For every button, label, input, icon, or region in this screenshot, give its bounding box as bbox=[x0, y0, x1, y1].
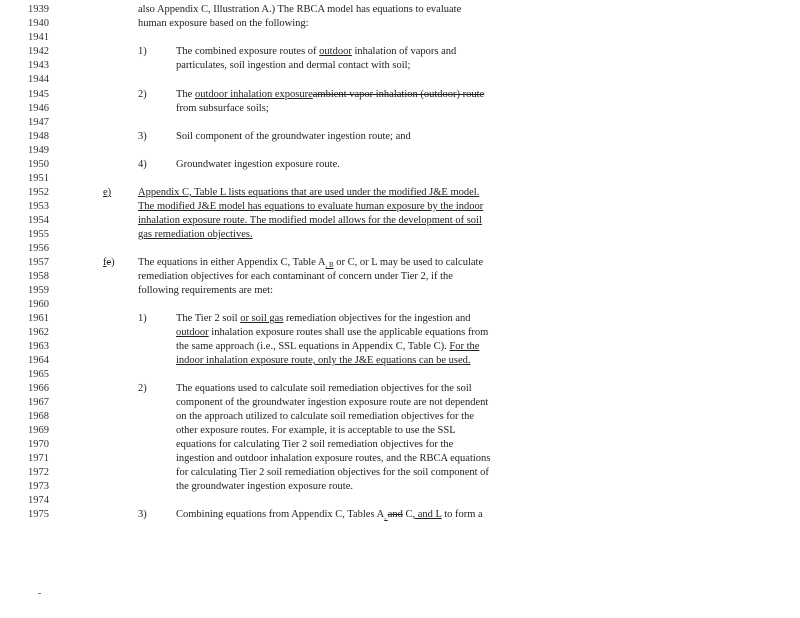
list-item-text: on the approach utilized to calculate soil remediation objectives for the bbox=[176, 411, 474, 422]
line-number: 1963 bbox=[28, 341, 49, 352]
line-number: 1944 bbox=[28, 74, 49, 85]
line-number: 1972 bbox=[28, 467, 49, 478]
line-number: 1951 bbox=[28, 173, 49, 184]
paragraph-line: Appendix C, Table L lists equations that are used under the modified J&E model. bbox=[138, 187, 480, 198]
list-item-text: the groundwater ingestion exposure route. bbox=[176, 481, 353, 492]
paragraph-line: remediation objectives for each contaminant of concern under Tier 2, if the bbox=[138, 271, 453, 282]
list-item-text: Combining equations from Appendix C, Tables $A_,$ and C, and L to form a bbox=[176, 509, 483, 521]
list-item-text: Soil component of the groundwater ingestion route; and bbox=[176, 131, 411, 142]
list-item-number: 3) bbox=[138, 131, 147, 142]
paragraph-line: following requirements are met: bbox=[138, 285, 273, 296]
list-item-number: 4) bbox=[138, 159, 147, 170]
list-item-text: equations for calculating Tier 2 soil remediation objectives for the bbox=[176, 439, 454, 450]
list-item-text: The Tier 2 soil or soil gas remediation objectives for the ingestion and bbox=[176, 313, 471, 324]
line-number: 1940 bbox=[28, 18, 49, 29]
list-item-text: the same approach (i.e., SSL equations in Appendix C, Table C). For the bbox=[176, 341, 480, 352]
list-item-text: component of the groundwater ingestion exposure route are not dependent bbox=[176, 397, 489, 408]
paragraph-line: The equations in either Appendix C, Table $A_{, B}$ or C, or L may be used to calculate bbox=[138, 257, 484, 269]
list-item-text: for calculating Tier 2 soil remediation objectives for the soil component of bbox=[176, 467, 489, 478]
list-item-text: indoor inhalation exposure route, only the J&E equations can be used. bbox=[176, 355, 471, 366]
line-number: 1945 bbox=[28, 89, 49, 100]
intro-line: also Appendix C, Illustration A.) The RBCA model has equations to evaluate bbox=[138, 4, 462, 15]
paragraph-label: fe) bbox=[103, 257, 115, 268]
line-number: 1971 bbox=[28, 453, 49, 464]
line-number: 1953 bbox=[28, 201, 49, 212]
paragraph-line: inhalation exposure route. The modified model allows for the development of soil bbox=[138, 215, 482, 226]
line-number: 1949 bbox=[28, 145, 49, 156]
line-number: 1950 bbox=[28, 159, 49, 170]
list-item-text: from subsurface soils; bbox=[176, 103, 269, 114]
line-number: 1955 bbox=[28, 229, 49, 240]
line-number: 1973 bbox=[28, 481, 49, 492]
list-item-number: 2) bbox=[138, 383, 147, 394]
list-item-number: 1) bbox=[138, 46, 147, 57]
line-number: 1957 bbox=[28, 257, 49, 268]
line-number: 1960 bbox=[28, 299, 49, 310]
list-item-number: 2) bbox=[138, 89, 147, 100]
line-number: 1942 bbox=[28, 46, 49, 57]
intro-line: human exposure based on the following: bbox=[138, 18, 309, 29]
list-item-text: outdoor inhalation exposure routes shall use the applicable equations from bbox=[176, 327, 489, 338]
list-item-text: The combined exposure routes of outdoor inhalation of vapors and bbox=[176, 46, 457, 57]
list-item-number: 1) bbox=[138, 313, 147, 324]
line-number: 1956 bbox=[28, 243, 49, 254]
line-number: 1967 bbox=[28, 397, 49, 408]
line-number: 1964 bbox=[28, 355, 49, 366]
paragraph-line: gas remediation objectives. bbox=[138, 229, 253, 240]
list-item-text: ingestion and outdoor inhalation exposure routes, and the RBCA equations bbox=[176, 453, 491, 464]
line-number: 1939 bbox=[28, 4, 49, 15]
line-number: 1975 bbox=[28, 509, 49, 520]
line-number: 1968 bbox=[28, 411, 49, 422]
line-number: 1965 bbox=[28, 369, 49, 380]
line-number: 1974 bbox=[28, 495, 49, 506]
line-number: 1941 bbox=[28, 32, 49, 43]
line-number: 1961 bbox=[28, 313, 49, 324]
line-number: 1962 bbox=[28, 327, 49, 338]
paragraph-line: The modified J&E model has equations to evaluate human exposure by the indoor bbox=[138, 201, 484, 212]
line-number: 1958 bbox=[28, 271, 49, 282]
line-number: 1954 bbox=[28, 215, 49, 226]
list-item-text: The outdoor inhalation exposureambient vapor inhalation (outdoor) route bbox=[176, 89, 485, 100]
line-number: 1969 bbox=[28, 425, 49, 436]
line-number: 1970 bbox=[28, 439, 49, 450]
list-item-number: 3) bbox=[138, 509, 147, 520]
paragraph-label: e) bbox=[103, 187, 112, 198]
line-number: 1959 bbox=[28, 285, 49, 296]
line-number: 1946 bbox=[28, 103, 49, 114]
list-item-text: Groundwater ingestion exposure route. bbox=[176, 159, 340, 170]
line-number: 1966 bbox=[28, 383, 49, 394]
list-item-text: particulates, soil ingestion and dermal contact with soil; bbox=[176, 60, 411, 71]
line-number: 1948 bbox=[28, 131, 49, 142]
footer-mark: - bbox=[38, 588, 42, 599]
list-item-text: other exposure routes. For example, it is acceptable to use the SSL bbox=[176, 425, 456, 436]
line-number: 1947 bbox=[28, 117, 49, 128]
list-item-text: The equations used to calculate soil remediation objectives for the soil bbox=[176, 383, 472, 394]
line-number: 1952 bbox=[28, 187, 49, 198]
line-number: 1943 bbox=[28, 60, 49, 71]
